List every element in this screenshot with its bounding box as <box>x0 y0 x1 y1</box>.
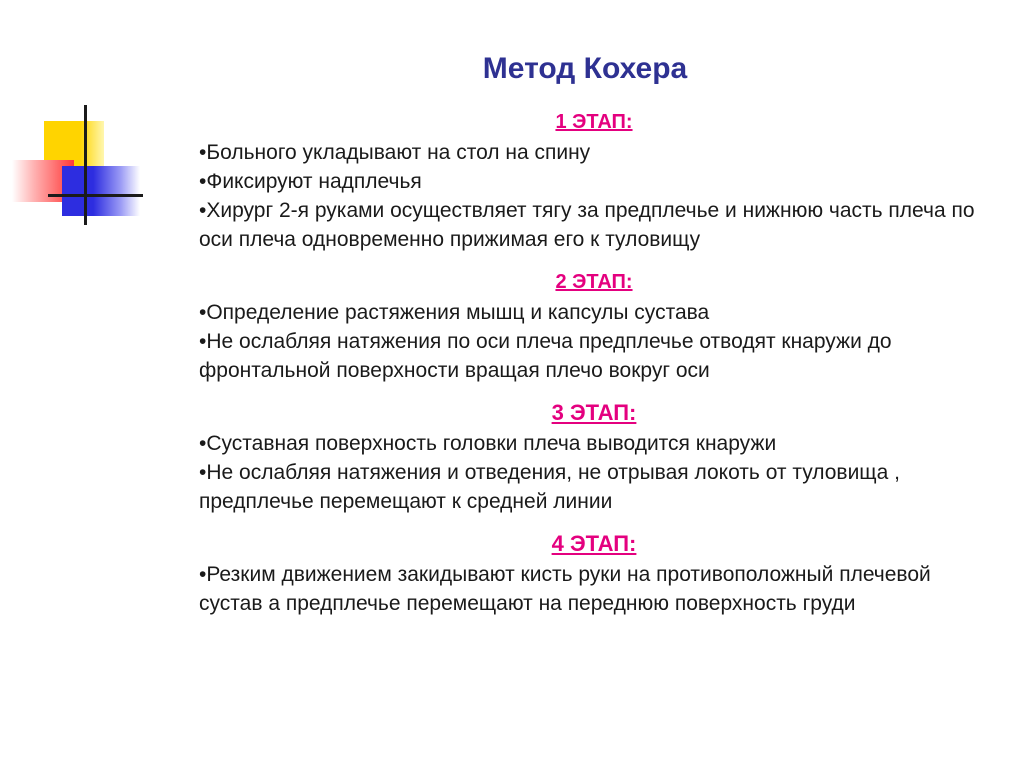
stage-2 <box>199 268 989 385</box>
stage-body <box>199 429 989 516</box>
horizontal-line <box>48 194 143 197</box>
stage-body <box>199 560 989 618</box>
list-item: •Суставная поверхность головки плеча выводится кнаружи <box>199 432 777 455</box>
list-item: •Резким движением закидывают кисть руки на противоположный плечевой сустав а предплечье перемещают на переднюю поверхность груди <box>199 563 931 615</box>
stage-3 <box>199 399 989 516</box>
list-item: •Фиксируют надплечья <box>199 170 422 193</box>
list-item: •Не ослабляя натяжения по оси плеча предплечье отводят кнаружи до фронтальной поверхности вращая плечо вокруг оси <box>199 330 892 382</box>
stage-heading: 4 ЭТАП: <box>551 531 637 556</box>
stage-body <box>199 138 989 254</box>
stage-body <box>199 298 989 385</box>
slide-title: Метод Кохера <box>482 52 688 85</box>
list-item: •Не ослабляя натяжения и отведения, не отрывая локоть от туловища , предплечье перемещают к средней линии <box>199 461 900 513</box>
stage-heading: 3 ЭТАП: <box>551 400 637 425</box>
decorative-logo-squares <box>0 0 150 240</box>
list-item: •Больного укладывают на стол на спину <box>199 141 591 164</box>
stage-1 <box>199 108 989 254</box>
stage-4 <box>199 530 989 618</box>
blue-square <box>62 166 140 216</box>
vertical-line <box>84 105 87 225</box>
list-item: •Определение растяжения мышц и капсулы сустава <box>199 301 710 324</box>
stage-heading: 2 ЭТАП: <box>555 271 633 293</box>
list-item: •Хирург 2-я руками осуществляет тягу за предплечье и нижнюю часть плеча по оси плеча одновременно прижимая его к туловищу <box>199 199 975 251</box>
stage-heading: 1 ЭТАП: <box>555 111 633 133</box>
slide-content <box>199 108 989 618</box>
